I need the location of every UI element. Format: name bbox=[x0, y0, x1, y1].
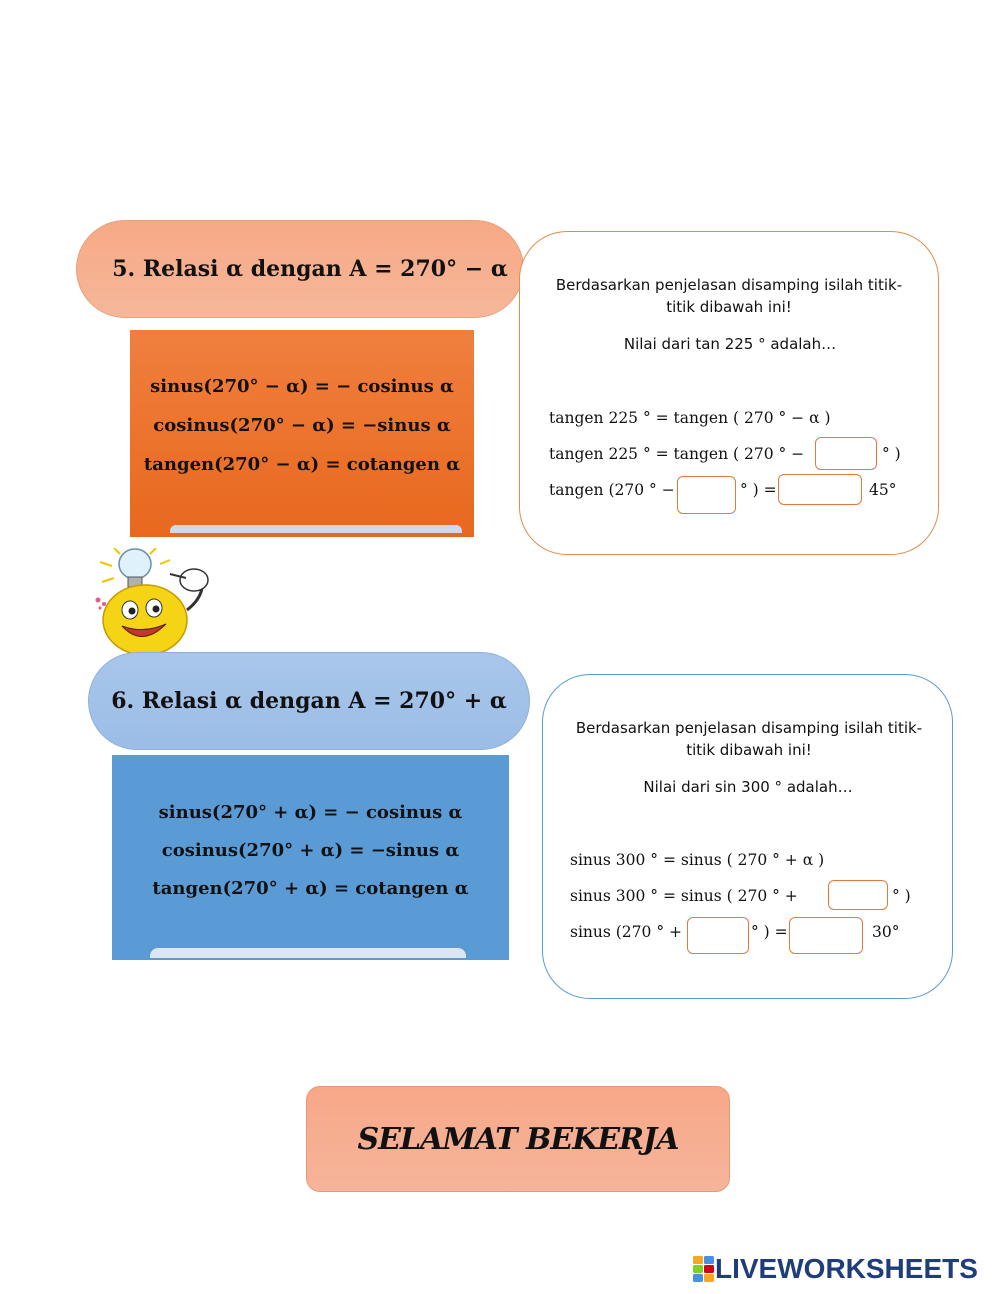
step-line-1: sinus 300 ° = sinus ( 270 ° + α ) bbox=[570, 851, 825, 869]
step-line-3: tangen (270 ° − bbox=[549, 481, 675, 499]
formula-tangen: tangen(270° + α) = cotangen α bbox=[152, 878, 469, 899]
section5-exercise-card bbox=[519, 231, 939, 555]
formula-sinus: sinus(270° − α) = − cosinus α bbox=[150, 376, 454, 397]
answer-box-2[interactable] bbox=[677, 476, 736, 514]
formula-sinus: sinus(270° + α) = − cosinus α bbox=[158, 802, 463, 823]
question-text: Nilai dari sin 300 ° adalah… bbox=[643, 778, 853, 796]
answer-box-3[interactable] bbox=[789, 917, 863, 954]
smiley-lightbulb-icon bbox=[90, 548, 220, 658]
answer-box-2[interactable] bbox=[687, 917, 749, 954]
step-line-3-mid: ° ) = bbox=[740, 481, 777, 499]
instruction-text: Berdasarkan penjelasan disamping isilah titik-titik dibawah ini! bbox=[575, 719, 923, 759]
liveworksheets-logo-icon bbox=[693, 1256, 715, 1282]
question-text: Nilai dari tan 225 ° adalah… bbox=[623, 335, 837, 353]
decorative-shine bbox=[150, 948, 466, 958]
decorative-shine bbox=[170, 525, 462, 533]
answer-box-3[interactable] bbox=[778, 474, 862, 505]
step-line-1: tangen 225 ° = tangen ( 270 ° − α ) bbox=[549, 409, 831, 427]
step-line-3-value: 45° bbox=[869, 481, 897, 499]
step-line-3: sinus (270 ° + bbox=[570, 923, 682, 941]
closing-banner: SELAMAT BEKERJA bbox=[306, 1086, 730, 1192]
step-line-2-suffix: ° ) bbox=[892, 887, 911, 905]
step-line-2: tangen 225 ° = tangen ( 270 ° − bbox=[549, 445, 805, 463]
step-line-3-value: 30° bbox=[872, 923, 900, 941]
brand-name: LIVEWORKSHEETS bbox=[715, 1253, 978, 1284]
answer-box-1[interactable] bbox=[828, 880, 888, 910]
step-line-3-mid: ° ) = bbox=[751, 923, 788, 941]
section5-title: 5. Relasi α dengan A = 270° − α bbox=[76, 220, 524, 318]
step-line-2: sinus 300 ° = sinus ( 270 ° + bbox=[570, 887, 798, 905]
formula-cosinus: cosinus(270° + α) = −sinus α bbox=[161, 840, 460, 861]
instruction-text: Berdasarkan penjelasan disamping isilah titik-titik dibawah ini! bbox=[555, 276, 903, 316]
section6-title: 6. Relasi α dengan A = 270° + α bbox=[88, 652, 530, 750]
section5-formula-box bbox=[130, 330, 474, 537]
section6-exercise-card bbox=[542, 674, 953, 999]
section6-formula-box bbox=[112, 755, 509, 960]
step-line-2-suffix: ° ) bbox=[882, 445, 901, 463]
brand-logo[interactable] bbox=[693, 1254, 978, 1284]
answer-box-1[interactable] bbox=[815, 437, 877, 470]
formula-tangen: tangen(270° − α) = cotangen α bbox=[143, 454, 461, 475]
formula-cosinus: cosinus(270° − α) = −sinus α bbox=[153, 415, 451, 436]
